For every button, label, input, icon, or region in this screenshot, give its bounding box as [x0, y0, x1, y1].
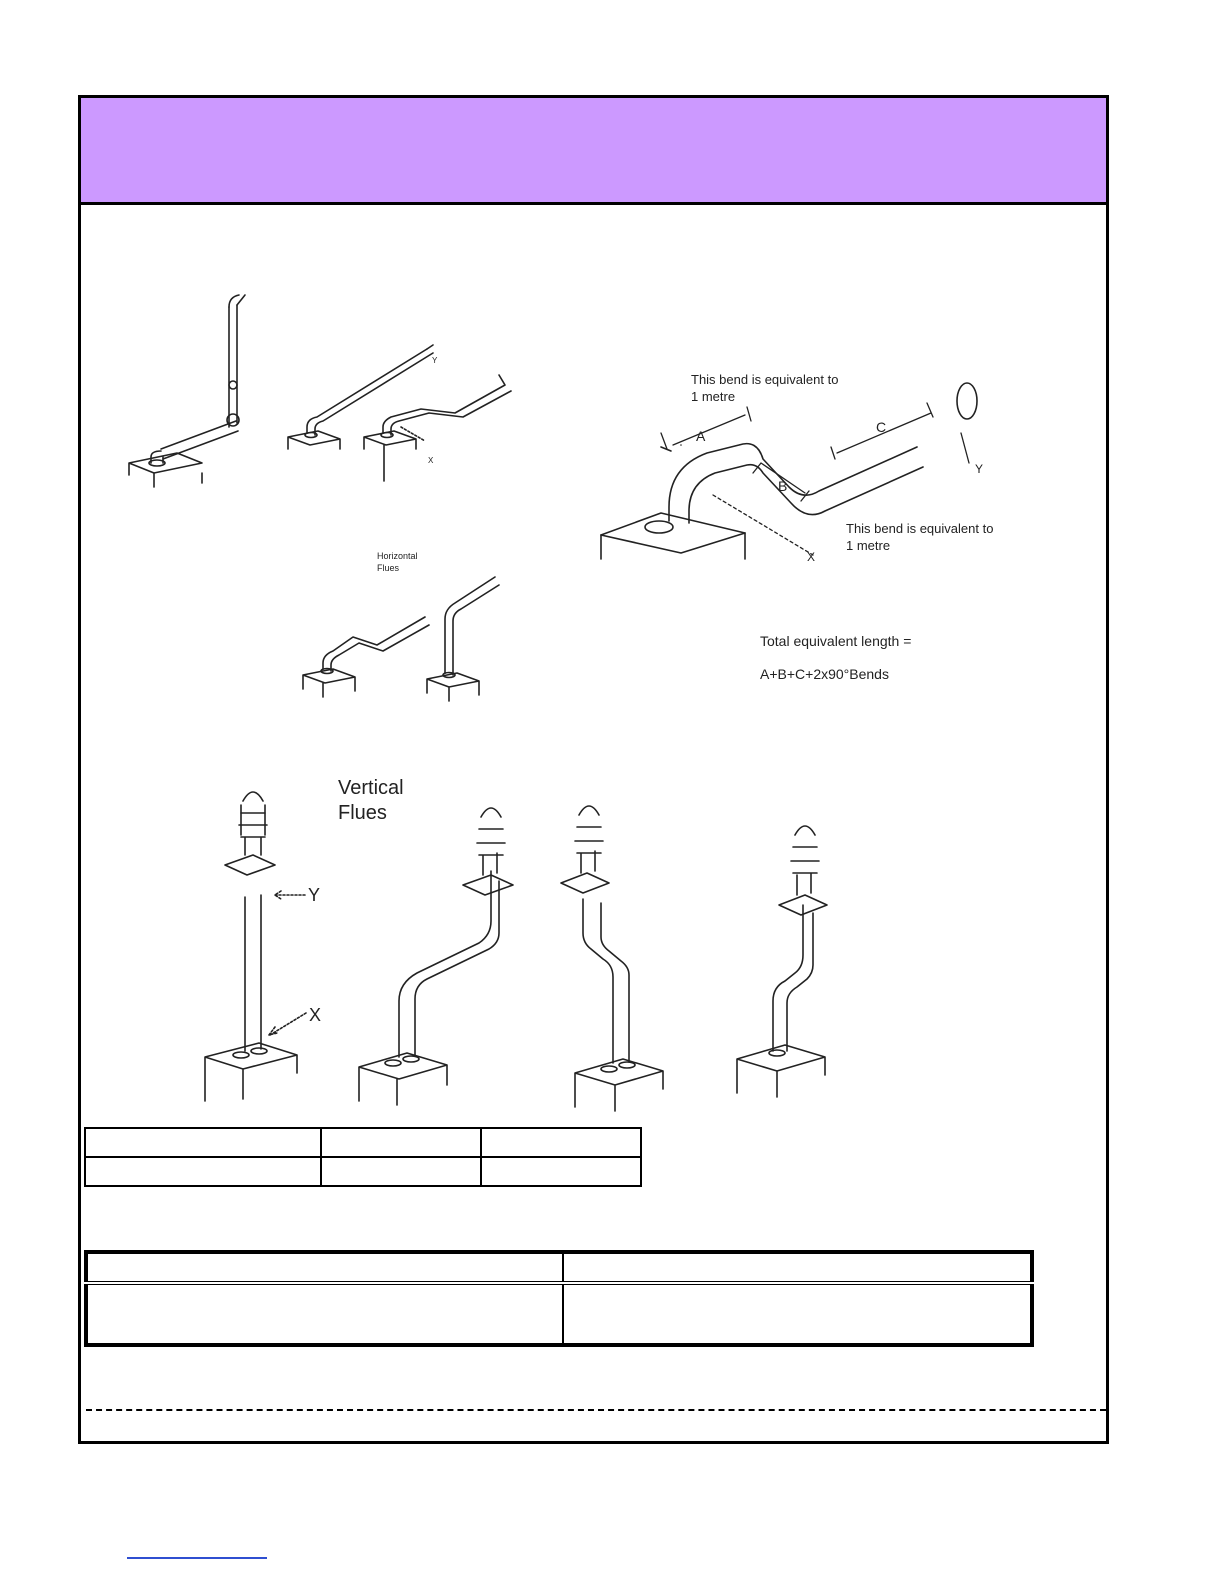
- bend-note-top: This bend is equivalent to: [691, 372, 839, 387]
- table-cell: [85, 1128, 321, 1157]
- vertical-flue-straight: [205, 792, 297, 1101]
- dimension-a: A: [696, 428, 706, 444]
- table-cell: [481, 1157, 641, 1186]
- total-equivalent-formula: A+B+C+2x90°Bends: [760, 666, 889, 682]
- horizontal-flue-sketch-vertical-short: [427, 577, 499, 701]
- table-cell: [86, 1252, 563, 1283]
- vertical-flue-offset-1: [359, 808, 513, 1105]
- table-cell: [481, 1128, 641, 1157]
- horizontal-flue-sketch-double-offset: [303, 617, 429, 697]
- vertical-flue-offset-2: [561, 806, 663, 1111]
- flue-diagram: [81, 205, 1106, 1125]
- vertical-flue-offset-3: [737, 826, 827, 1097]
- svg-text:Y: Y: [432, 356, 438, 365]
- table-cell: [563, 1283, 1032, 1345]
- table-cell: [321, 1157, 481, 1186]
- bend-note-bottom: This bend is equivalent to: [846, 521, 994, 536]
- header-band: [81, 98, 1106, 205]
- footer-link-underline[interactable]: [127, 1557, 267, 1559]
- table-cell: [321, 1128, 481, 1157]
- marker-y-vertical: Y: [308, 885, 321, 905]
- dash-dot-separator: [86, 1409, 1106, 1411]
- table-cell: [563, 1252, 1032, 1283]
- bend-note-top-2: 1 metre: [691, 389, 736, 404]
- dimension-c: C: [876, 419, 887, 435]
- table-cell: [86, 1283, 563, 1345]
- horizontal-flue-sketch-offset: [364, 375, 511, 481]
- bend-note-bottom-2: 1 metre: [846, 538, 891, 553]
- dimension-b: B: [778, 478, 788, 494]
- vertical-flues-label: Vertical: [338, 777, 404, 799]
- summary-table-large: [84, 1250, 1034, 1347]
- marker-x-right: X: [807, 550, 816, 564]
- horizontal-flues-label: Horizontal: [377, 551, 418, 561]
- table-cell: [85, 1157, 321, 1186]
- svg-text:X: X: [428, 456, 434, 465]
- marker-x-vertical: X: [309, 1005, 322, 1025]
- horizontal-flue-sketch-long: [129, 295, 245, 487]
- summary-table-small: [84, 1127, 642, 1187]
- document-frame: [78, 95, 1109, 1444]
- horizontal-flues-label-2: Flues: [377, 563, 400, 573]
- marker-y-right: Y: [975, 462, 984, 476]
- vertical-flues-label-2: Flues: [338, 802, 387, 824]
- total-equivalent-length: Total equivalent length =: [760, 633, 912, 649]
